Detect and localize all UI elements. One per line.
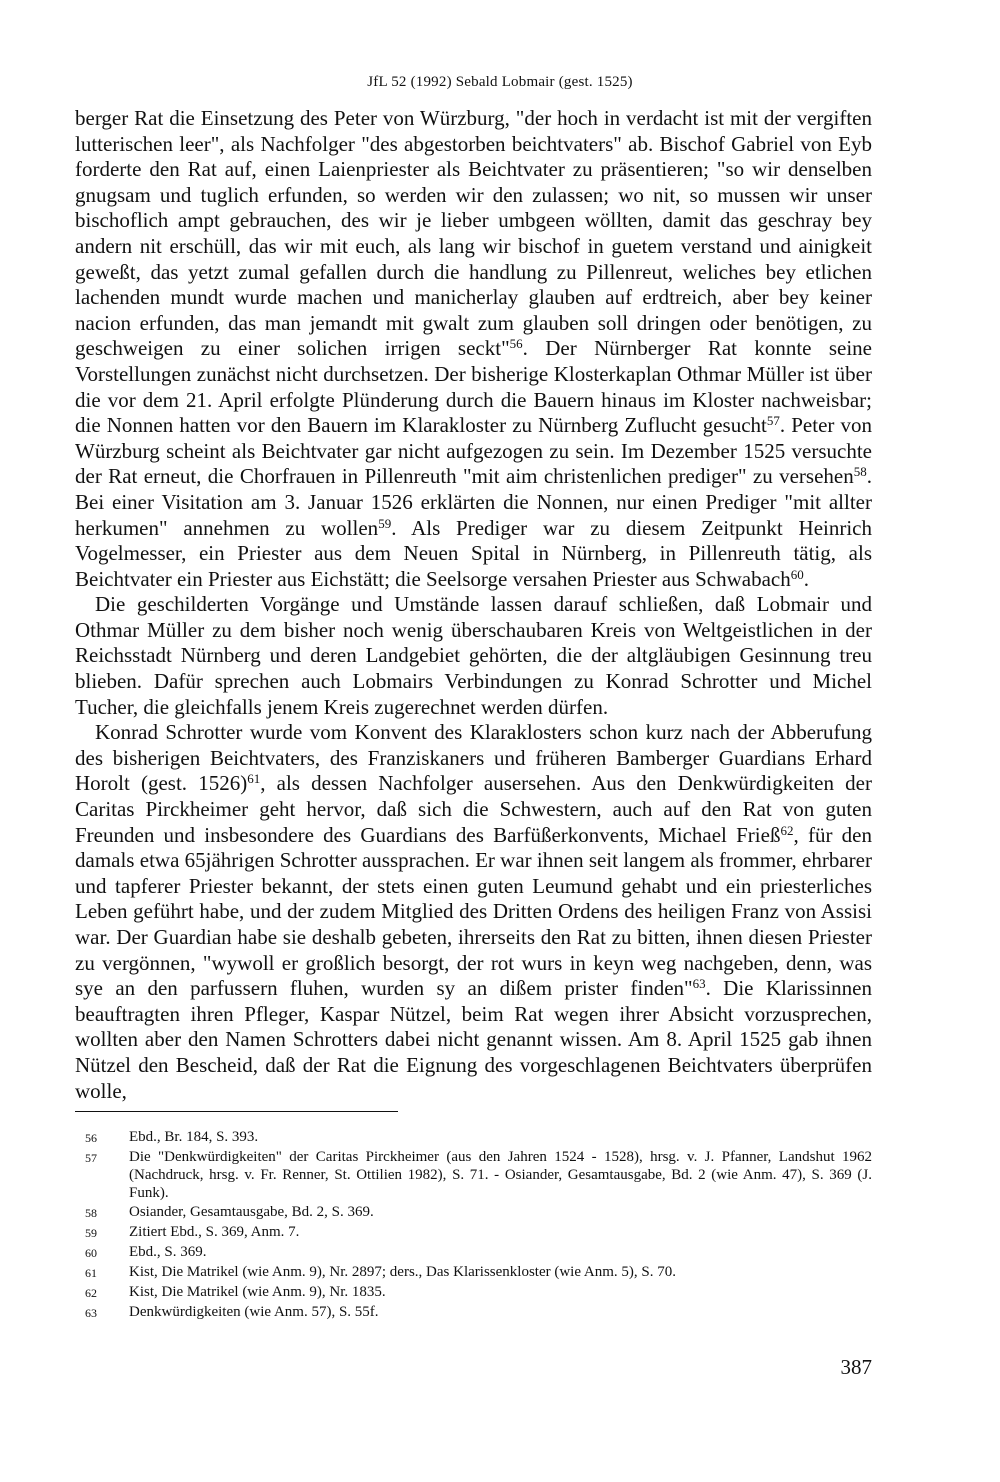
footnote-reference: 59 [378, 515, 392, 531]
footnote [75, 1128, 872, 1147]
footnote-reference: 63 [692, 976, 706, 992]
footnote-text: Osiander, Gesamtausgabe, Bd. 2, S. 369. [129, 1204, 374, 1220]
footnote [75, 1203, 872, 1222]
footnote-number: 59 [85, 1226, 97, 1240]
paragraph: Die geschilderten Vorgänge und Umstände lassen darauf schließen, daß Lobmair und Othmar Müller zu dem bisher noch wenig überschaubaren Kreis von Weltgeistlichen in der Reichsstadt Nürnberg und deren Landgebiet gehörten, die der altgläubigen Gesinnung treu blieben. Dafür sprechen auch Lobmairs Verbindungen zu Konrad Schrotter und Michel Tucher, die gleichfalls jenem Kreis zugerechnet werden dürfen. [75, 592, 872, 719]
footnote-number: 62 [85, 1286, 97, 1300]
footnote-text: Kist, Die Matrikel (wie Anm. 9), Nr. 1835. [129, 1284, 386, 1300]
footnotes [75, 1128, 872, 1323]
footnote-text: Denkwürdigkeiten (wie Anm. 57), S. 55f. [129, 1304, 379, 1320]
body-text [75, 106, 872, 1104]
footnote-number: 61 [85, 1266, 97, 1280]
footnote-number: 56 [85, 1131, 97, 1145]
footnote-reference: 60 [790, 566, 804, 582]
footnote-reference: 58 [853, 464, 867, 480]
footnote [75, 1243, 872, 1262]
footnote-number: 63 [85, 1306, 97, 1320]
footnote-text: Die "Denkwürdigkeiten" der Caritas Pirckheimer (aus den Jahren 1524 - 1528), hrsg. v. J. Pfanner, Landshut 1962 (Nachdruck, hrsg. v. Fr. Renner, St. Ottilien 1982), S. 71. - Osiander, Gesamtausgabe, Bd. 2 (wie Anm. 47), S. 369 (J. Funk). [129, 1149, 872, 1201]
footnote [75, 1148, 872, 1202]
footnote-reference: 57 [766, 413, 780, 429]
footnote [75, 1283, 872, 1302]
footnote-reference: 56 [509, 336, 523, 352]
footnote-reference: 62 [780, 822, 794, 838]
footnote-separator [75, 1111, 398, 1112]
footnote-number: 57 [85, 1151, 97, 1165]
footnote [75, 1303, 872, 1322]
paragraph: berger Rat die Einsetzung des Peter von Würzburg, "der hoch in verdacht ist mit der vergiften lutterischen leer", als Nachfolger "des abgestorben beichtvaters" ab. Bischof Gabriel von Eyb forderte den Rat auf, einen Laienpriester als Beichtvater zu präsentieren; "so wir denselben gnugsam und tuglich erfunden, so werden wir den zulassen; wo nit, so mussen wir unser bischoflich ampt gebrauchen, des wir je lieber umbgeen wöllten, damit das geschray bey andern nit erschüll, das wir mit euch, als lang wir bischof in guetem verstand und ainigkeit geweßt, das yetzt zumal gefallen durch die handlung zu Pillenreut, weliches bey etlichen lachenden mundt wurde machen und manicherlay glauben auf erdtreich, aber bey keiner nacion erfunden, das man jemandt mit gwalt zum glauben soll dringen oder benötigen, zu geschweigen zu einer solichen irrigen seckt"$^{56}$. Der Nürnberger Rat konnte seine Vorstellungen zunächst nicht durchsetzen. Der bisherige Klosterkaplan Othmar Müller ist über die vor dem 21. April erfolgte Plünderung durch die Bauern hinaus im Kloster nachweisbar; die Nonnen hatten vor den Bauern im Klarakloster zu Nürnberg Zuflucht gesucht$^{57}$. Peter von Würzburg scheint als Beichtvater gar nicht aufgezogen zu sein. Im Dezember 1525 versuchte der Rat erneut, die Chorfrauen in Pillenreuth "mit aim christenlichen prediger" zu versehen$^{58}$. Bei einer Visitation am 3. Januar 1526 erklärten die Nonnen, nur einen Prediger "mit allter herkumen" annehmen zu wollen$^{59}$. Als Prediger war zu diesem Zeitpunkt Heinrich Vogelmesser, ein Priester aus dem Neuen Spital in Nürnberg, in Pillenreuth tätig, als Beichtvater ein Priester aus Eichstätt; die Seelsorge versahen Priester aus Schwabach$^{60}$. [75, 106, 872, 591]
footnote-text: Ebd., Br. 184, S. 393. [129, 1129, 259, 1145]
running-header: JfL 52 (1992) Sebald Lobmair (gest. 1525) [367, 74, 633, 90]
footnote-text: Zitiert Ebd., S. 369, Anm. 7. [129, 1224, 300, 1240]
paragraph: Konrad Schrotter wurde vom Konvent des Klaraklosters schon kurz nach der Abberufung des bisherigen Beichtvaters, des Franziskaners und früheren Bamberger Guardians Erhard Horolt (gest. 1526)$^{61}$, als dessen Nachfolger ausersehen. Aus den Denkwürdigkeiten der Caritas Pirckheimer geht hervor, daß sich die Schwestern, auch auf den Rat von guten Freunden und insbesondere des Guardians des Barfüßerkonvents, Michael Frieß$^{62}$, für den damals etwa 65jährigen Schrotter aussprachen. Er war ihnen seit langem als frommer, ehrbarer und tapferer Priester bekannt, der stets einen guten Leumund gehabt und ein priesterliches Leben geführt habe, und der zudem Mitglied des Dritten Ordens des heiligen Franz von Assisi war. Der Guardian habe sie deshalb gebeten, ihrerseits den Rat zu bitten, ihnen diesen Priester zu vergönnen, "wywoll er großlich besorgt, der rot wurs in keyn weg nachgeben, denn, was sye an den parfussern fluhen, wurden sy an dißem prister finden"$^{63}$. Die Klarissinnen beauftragten ihren Pfleger, Kaspar Nützel, beim Rat wegen ihrer Absicht vorzusprechen, wollten aber den Namen Schrotters dabei nicht genannt wissen. Am 8. April 1525 gab ihnen Nützel den Bescheid, daß der Rat die Eignung des vorgeschlagenen Beichtvaters überprüfen wolle, [75, 720, 872, 1103]
footnote [75, 1223, 872, 1242]
footnote-number: 58 [85, 1206, 97, 1220]
footnote-text: Kist, Die Matrikel (wie Anm. 9), Nr. 2897; ders., Das Klarissenkloster (wie Anm. 5), S. 70. [129, 1264, 677, 1280]
footnote-number: 60 [85, 1246, 97, 1260]
footnote-text: Ebd., S. 369. [129, 1244, 207, 1260]
footnote [75, 1263, 872, 1282]
page-number: 387 [840, 1355, 872, 1379]
footnote-reference: 61 [247, 771, 261, 787]
